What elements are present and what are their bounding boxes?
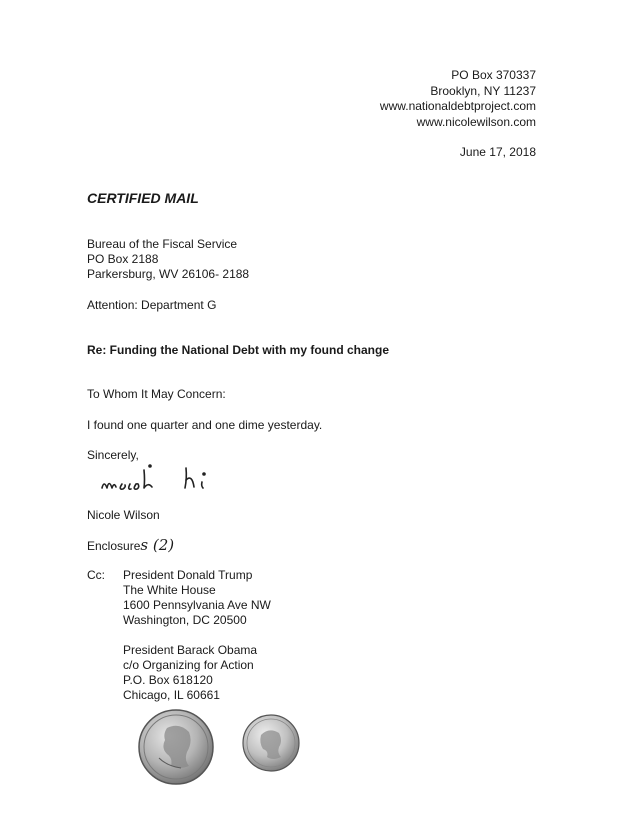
attention-line: Attention: Department G <box>87 298 217 312</box>
subject-line: Re: Funding the National Debt with my found change <box>87 343 389 357</box>
cc-1-line-4: Washington, DC 20500 <box>123 613 247 627</box>
cc-1-line-3: 1600 Pennsylvania Ave NW <box>123 598 271 612</box>
cc-2-line-1: President Barack Obama <box>123 643 258 657</box>
recipient-line-3: Parkersburg, WV 26106- 2188 <box>87 267 250 281</box>
cc-1-line-2: The White House <box>123 583 216 597</box>
signer-name: Nicole Wilson <box>87 508 160 522</box>
recipient-line-1: Bureau of the Fiscal Service <box>87 237 238 251</box>
closing: Sincerely, <box>87 448 139 462</box>
signature-image <box>100 460 235 500</box>
enclosures-label: Enclosure <box>87 539 141 553</box>
recipient-line-2: PO Box 2188 <box>87 252 159 266</box>
cc-label: Cc: <box>87 568 105 582</box>
sender-address-line-2: Brooklyn, NY 11237 <box>430 84 536 98</box>
enclosures-line <box>87 538 174 554</box>
cc-2-line-3: P.O. Box 618120 <box>123 673 213 687</box>
quarter-coin-image <box>137 708 215 786</box>
salutation: To Whom It May Concern: <box>87 387 226 401</box>
sender-address-line-1: PO Box 370337 <box>451 68 536 82</box>
cc-2-line-2: c/o Organizing for Action <box>123 658 254 672</box>
cc-2-line-4: Chicago, IL 60661 <box>123 688 220 702</box>
dime-coin-image <box>241 713 301 773</box>
sender-website-1: www.nationaldebtproject.com <box>379 99 536 113</box>
body-text: I found one quarter and one dime yesterday. <box>87 418 323 432</box>
enclosures-handwritten-count: s (2) <box>140 536 175 554</box>
cc-1-line-1: President Donald Trump <box>123 568 253 582</box>
letter-date: June 17, 2018 <box>459 145 536 159</box>
certified-mail-heading: CERTIFIED MAIL <box>87 190 199 206</box>
sender-website-2: www.nicolewilson.com <box>416 115 536 129</box>
